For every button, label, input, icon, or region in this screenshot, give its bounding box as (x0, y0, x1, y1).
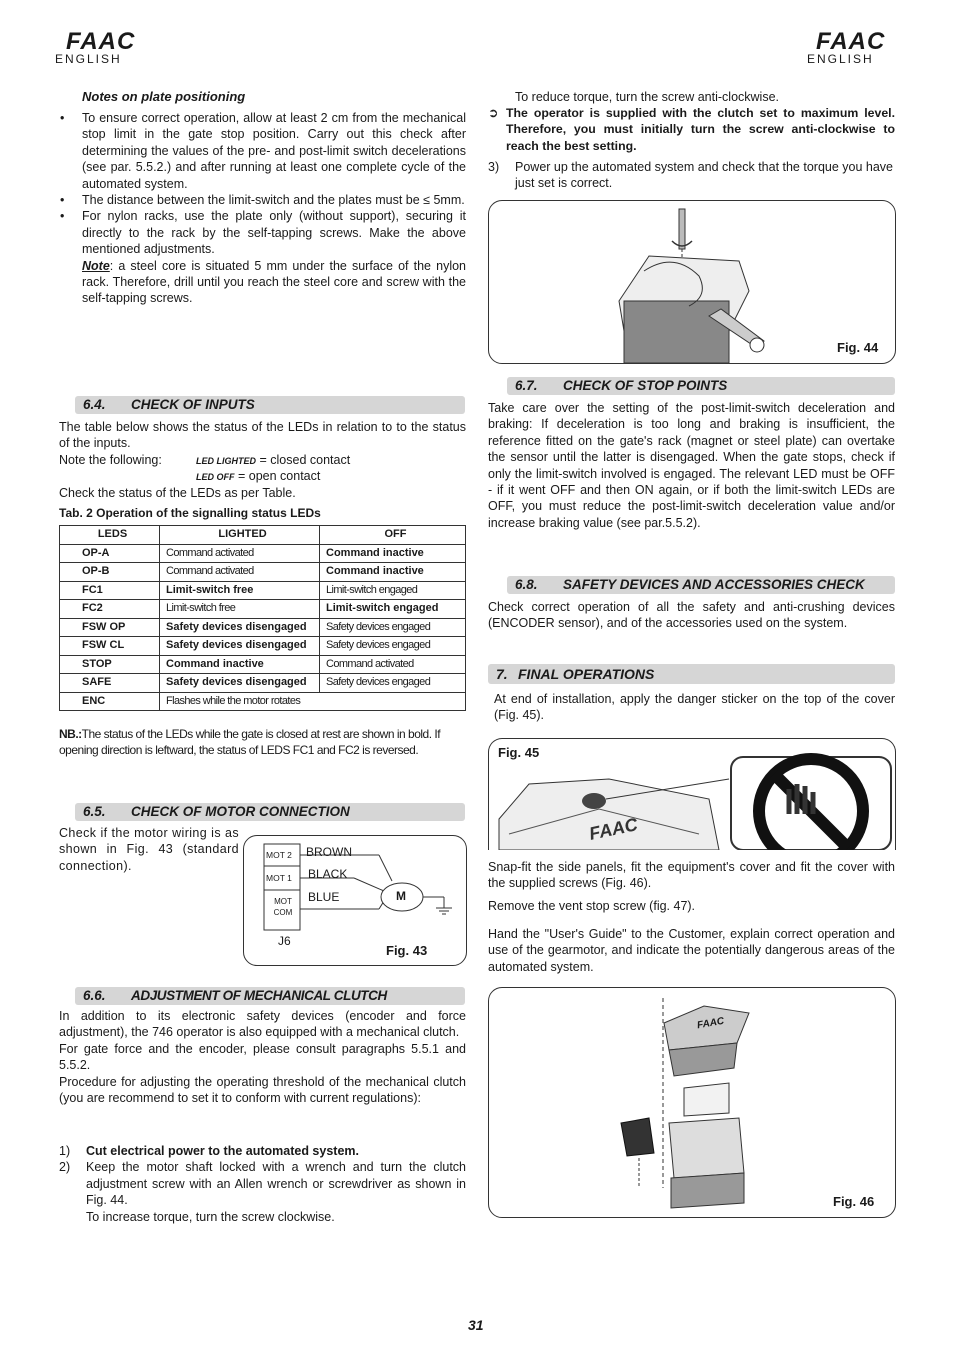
arrow-icon: ➲ (488, 106, 499, 120)
step-item (59, 1143, 466, 1159)
note-label: Note (82, 258, 110, 273)
motor-symbol: M (396, 889, 406, 903)
clutch-paragraph: For gate force and the encoder, please consult paragraphs 5.5.1 and 5.5.2. (59, 1041, 466, 1073)
clutch-paragraph: Procedure for adjusting the operating threshold of the mechanical clutch (you are recommend to set it to conform with current regulations): (59, 1074, 466, 1106)
faac-cover-logo: FAAC (696, 1015, 725, 1032)
table-row (60, 655, 466, 674)
motor-text: Check if the motor wiring is as shown in Fig. 43 (standard connection). (59, 826, 239, 873)
note-following: Note the following: (59, 453, 162, 467)
step-number: 2) (59, 1160, 71, 1175)
table-row (60, 600, 466, 619)
vent-text: Remove the vent stop screw (fig. 47). (488, 899, 696, 913)
list-item (60, 110, 466, 192)
table-cell: OP-B (60, 563, 160, 582)
table-cell: Command activated (160, 544, 320, 563)
sticker-drawing (489, 739, 895, 850)
table-header: LIGHTED (160, 526, 320, 545)
led-off-text: = open contact (237, 469, 321, 483)
step-number: 3) (488, 160, 500, 174)
table-header-row (60, 526, 466, 545)
faac-cover-logo: FAAC (587, 814, 640, 844)
terminal-mot1: MOT 1 (266, 873, 292, 883)
step-item (59, 1159, 466, 1208)
section-number: 7. (496, 666, 508, 682)
language-label-left: ENGLISH (55, 52, 122, 66)
snap-fit-text: Snap-fit the side panels, fit the equipment's cover and fit the cover with the supplied screws (Fig. 46). (488, 860, 895, 891)
section-number: 6.6. (83, 988, 106, 1003)
safety-text: Check correct operation of all the safety and anti-crushing devices (ENCODER sensor), and of the accessories used on the system. (488, 600, 895, 631)
step-note: To increase torque, turn the screw clockwise. (86, 1209, 335, 1224)
table-cell: OP-A (60, 544, 160, 563)
table-cell: Safety devices engaged (320, 618, 466, 637)
figure-label: Fig. 44 (837, 340, 879, 355)
table-cell: Command inactive (320, 544, 466, 563)
clutch-drawing (489, 201, 895, 363)
led-off-label: LED OFF (196, 472, 235, 482)
led-lighted-text: = closed contact (259, 453, 351, 467)
section-heading-6-6 (75, 987, 465, 1005)
check-status: Check the status of the LEDs as per Table. (59, 486, 296, 500)
step-3 (488, 159, 895, 192)
section-title: CHECK OF MOTOR CONNECTION (131, 804, 350, 819)
section-number: 6.8. (515, 577, 538, 592)
assembly-drawing (489, 988, 895, 1217)
nb-label: NB.: (59, 727, 82, 741)
bullet-text: To ensure correct operation, allow at least 2 cm from the mechanical stop limit in the gate stop position. Carry out this check after determining the values of the pre- and post-limit switch decelerations (see par. 5.5.2.) and after running at least one complete cycle of the automated system. (82, 111, 466, 191)
section-title: CHECK OF STOP POINTS (563, 378, 728, 393)
table-row (60, 544, 466, 563)
table-cell: Safety devices disengaged (160, 618, 320, 637)
fig44-clutch-adjustment (488, 200, 896, 364)
fig46-cover-assembly (488, 987, 896, 1218)
led-lighted-label: LED LIGHTED (196, 456, 256, 466)
table-cell: Safety devices engaged (320, 674, 466, 693)
table-cell: Command inactive (160, 655, 320, 674)
reduce-torque: To reduce torque, turn the screw anti-clockwise. (515, 90, 780, 104)
faac-logo-right: FAAC (816, 28, 886, 55)
table-row (60, 637, 466, 656)
wire-brown-label: BROWN (306, 845, 352, 859)
table-cell: Safety devices disengaged (160, 674, 320, 693)
table-cell: Limit-switch free (160, 581, 320, 600)
table-cell: SAFE (60, 674, 160, 693)
section-title: CHECK OF INPUTS (131, 397, 255, 412)
table-cell: Limit-switch engaged (320, 581, 466, 600)
section-number: 6.4. (83, 397, 106, 412)
table-header: OFF (320, 526, 466, 545)
clutch-text (59, 1008, 466, 1106)
note-paragraph (82, 258, 466, 307)
figure-label: Fig. 45 (498, 745, 540, 760)
wire-black-label: BLACK (308, 867, 348, 881)
terminal-mot2: MOT 2 (266, 850, 292, 860)
nb-text: The status of the LEDs while the gate is closed at rest are shown in bold. If opening direction is leftward, the status of LEDS FC1 and FC2 is reversed. (59, 727, 441, 758)
note-text: : a steel core is situated 5 mm under the surface of the nylon rack. Therefore, drill until you reach the steel core and screw with the self-tapping screws. (82, 258, 466, 306)
led-lighted-row (196, 452, 350, 469)
table-cell: FC1 (60, 581, 160, 600)
users-guide-text: Hand the "User's Guide" to the Customer, explain correct operation and use of the gearmotor, and indicate the potentially dangerous areas of the automated system. (488, 927, 895, 974)
table-cell: Command activated (320, 655, 466, 674)
warning-text: The operator is supplied with the clutch set to maximum level. Therefore, you must initially turn the screw anti-clockwise to reach the best setting. (506, 106, 895, 153)
bullet: • (60, 193, 65, 208)
section-heading-6-7 (507, 377, 895, 395)
table-cell: FSW OP (60, 618, 160, 637)
fig43-wiring-diagram (243, 835, 467, 966)
section-number: 6.5. (83, 804, 106, 819)
faac-logo-left: FAAC (66, 28, 136, 55)
table-cell: Limit-switch engaged (320, 600, 466, 619)
clutch-warning (488, 105, 895, 154)
bullet-text: The distance between the limit-switch and the plates must be ≤ 5mm. (82, 193, 465, 208)
final-text: At end of installation, apply the danger sticker on the top of the cover (Fig. 45). (494, 692, 895, 723)
table-cell: STOP (60, 655, 160, 674)
table-row (60, 674, 466, 693)
figure-label: Fig. 46 (833, 1194, 875, 1209)
table-row (60, 618, 466, 637)
bullet: • (60, 209, 65, 224)
step-text: Keep the motor shaft locked with a wrench and turn the clutch adjustment screw with an Allen wrench or screwdriver as shown in Fig. 44. (86, 1160, 466, 1208)
table-row (60, 563, 466, 582)
table-cell: Limit-switch free (160, 600, 320, 619)
notes-list (60, 110, 466, 307)
section-heading-7 (488, 664, 895, 684)
led-status-table (59, 525, 466, 711)
section-heading-6-4 (75, 396, 465, 414)
table-cell: Safety devices engaged (320, 637, 466, 656)
table-header: LEDS (60, 526, 160, 545)
table-cell: Command inactive (320, 563, 466, 582)
bullet: • (60, 111, 65, 125)
bullet-text: For nylon racks, use the plate only (without support), securing it directly to the rack by the self-tapping screws. Make the above mentioned adjustments. (82, 209, 466, 257)
section-number: 6.7. (515, 378, 538, 393)
step-number: 1) (59, 1144, 71, 1158)
table-cell: FSW CL (60, 637, 160, 656)
list-item (60, 192, 466, 208)
section-title: SAFETY DEVICES AND ACCESSORIES CHECK (563, 577, 865, 592)
nb-note (59, 726, 469, 759)
table-cell: Safety devices disengaged (160, 637, 320, 656)
table-cell: Flashes while the motor rotates (160, 692, 466, 711)
page-number: 31 (468, 1317, 484, 1333)
clutch-steps (59, 1143, 466, 1225)
led-off-row (196, 468, 320, 485)
inputs-intro: The table below shows the status of the LEDs in relation to to the status of the inputs. (59, 420, 466, 451)
section-title: FINAL OPERATIONS (518, 666, 655, 682)
step-text: Power up the automated system and check that the torque you have just set is correct. (515, 160, 894, 191)
figure-label: Fig. 43 (386, 943, 428, 958)
table-cell: FC2 (60, 600, 160, 619)
table-row (60, 581, 466, 600)
terminal-mot-com: MOT COM (273, 897, 293, 917)
table-row (60, 692, 466, 711)
section-title: ADJUSTMENT OF MECHANICAL CLUTCH (131, 988, 387, 1003)
fig45-danger-sticker (488, 738, 896, 850)
section-heading-6-5 (75, 803, 465, 821)
connector-label: J6 (278, 934, 291, 948)
table-cell: Command activated (160, 563, 320, 582)
table-cell: ENC (60, 692, 160, 711)
section-heading-6-8 (507, 576, 895, 594)
list-item (60, 208, 466, 257)
clutch-paragraph: In addition to its electronic safety devices (encoder and force adjustment), the 746 operator is also equipped with a mechanical clutch. (59, 1009, 466, 1040)
wire-blue-label: BLUE (308, 890, 340, 904)
notes-title: Notes on plate positioning (82, 89, 246, 104)
stop-points-text: Take care over the setting of the post-limit-switch deceleration and braking: If deceleration is too long and braking is insufficient, the reference fitted on the gate's rack (magnet or steel plate) can overtake the sensor until the latter is disengaged. When the gate stops, check if only the limit-switch involved is engaged. The relevant LED must be OFF - if it went OFF and then ON again, or if both the limit-switch LEDs are OFF, you must reduce the post-limit-switch deceleration value and/or increase braking value (see par.5.5.2). (488, 401, 895, 530)
language-label-right: ENGLISH (807, 52, 874, 66)
table-caption: Tab. 2 Operation of the signalling status LEDs (59, 506, 321, 520)
step-text: Cut electrical power to the automated system. (86, 1144, 359, 1158)
